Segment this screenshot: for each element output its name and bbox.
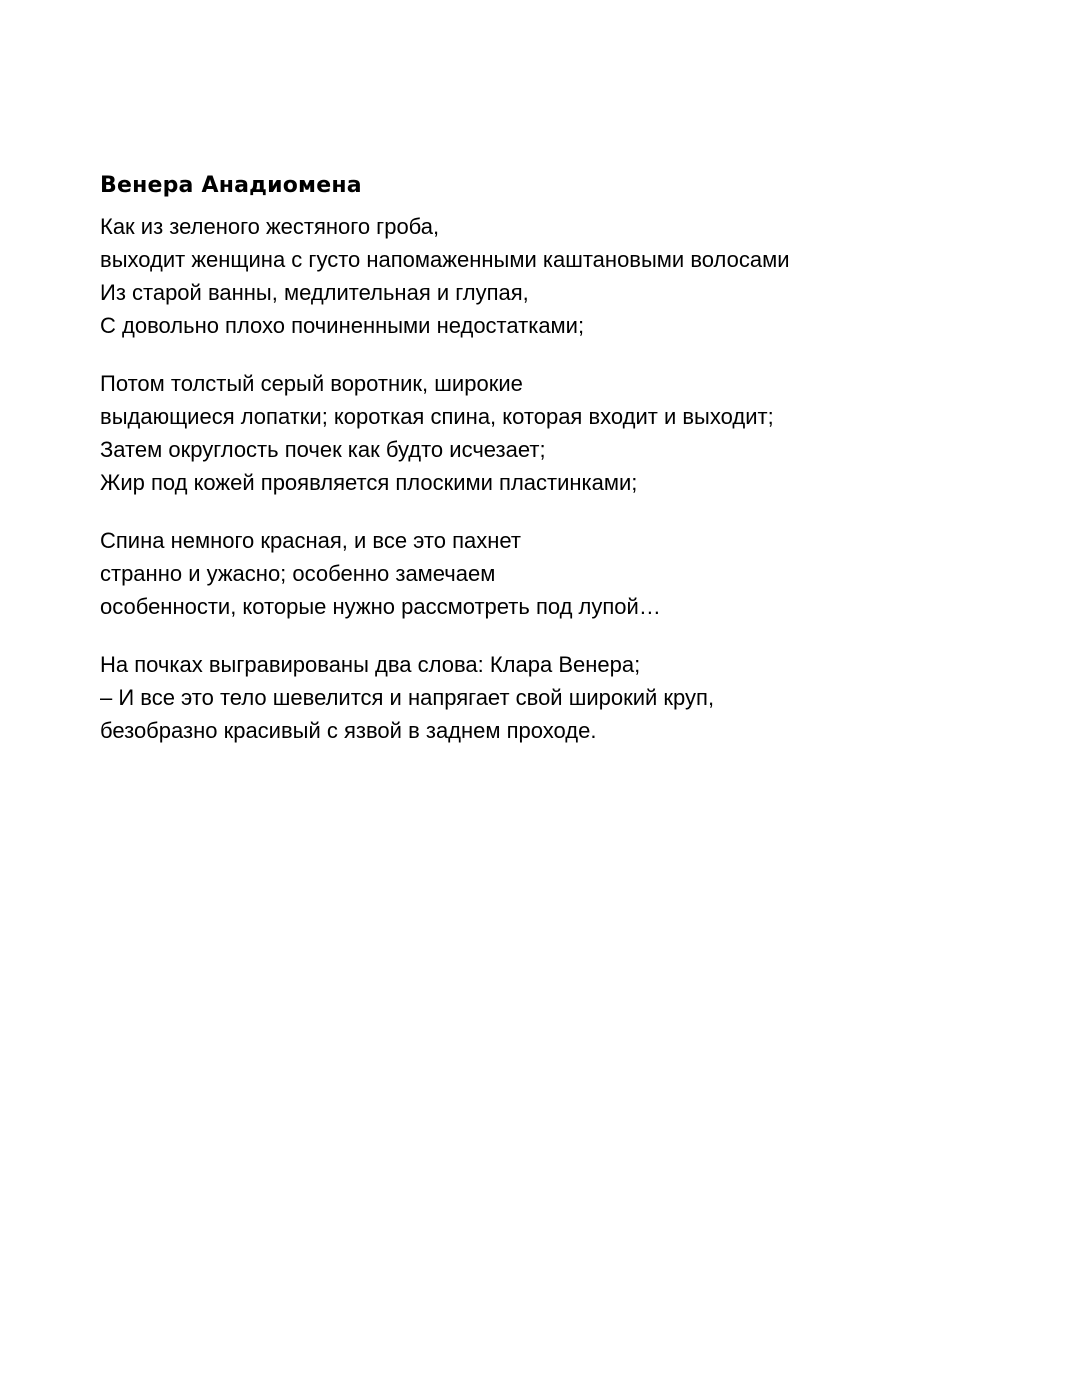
poem-line: Как из зеленого жестяного гроба, <box>100 214 440 239</box>
poem-line: выходит женщина с густо напомаженными каштановыми волосами <box>100 247 790 272</box>
poem-line: – И все это тело шевелится и напрягает свой широкий круп, <box>100 685 715 710</box>
stanza-1 <box>100 210 1000 342</box>
poem-line: безобразно красивый с язвой в заднем проходе. <box>100 718 597 743</box>
poem-line: странно и ужасно; особенно замечаем <box>100 561 496 586</box>
poem-line: Спина немного красная, и все это пахнет <box>100 528 521 553</box>
poem-line: С довольно плохо починенными недостатками; <box>100 313 585 338</box>
poem-line: На почках выгравированы два слова: Клара Венера; <box>100 652 641 677</box>
poem-line: выдающиеся лопатки; короткая спина, которая входит и выходит; <box>100 404 774 429</box>
stanza-2 <box>100 367 1000 499</box>
stanza-4 <box>100 648 1000 747</box>
poem-title: Венера Анадиомена <box>100 173 362 198</box>
poem-line: Потом толстый серый воротник, широкие <box>100 371 523 396</box>
poem-line: Затем округлость почек как будто исчезает; <box>100 437 546 462</box>
stanza-3 <box>100 524 1000 623</box>
poem-line: Жир под кожей проявляется плоскими пластинками; <box>100 470 638 495</box>
poem-line: особенности, которые нужно рассмотреть под лупой… <box>100 594 661 619</box>
poem-line: Из старой ванны, медлительная и глупая, <box>100 280 529 305</box>
poem <box>100 168 1000 772</box>
